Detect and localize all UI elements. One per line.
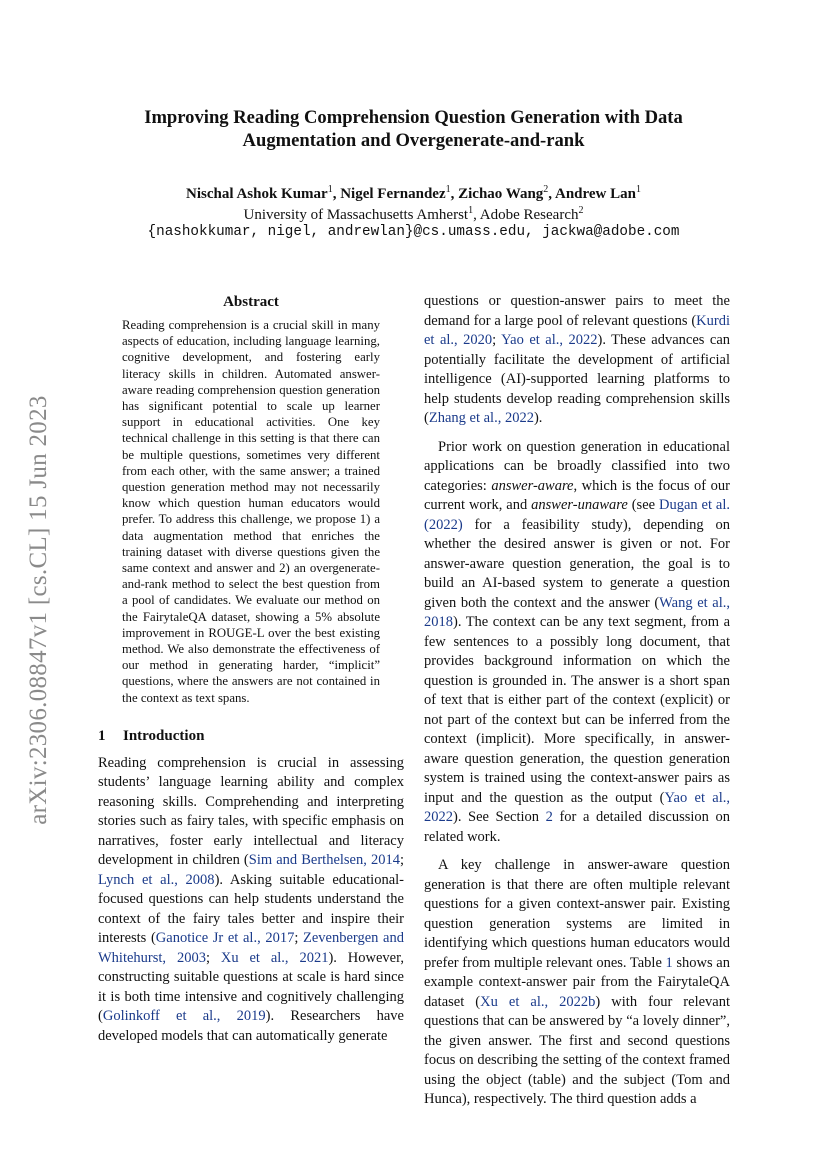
citation-link[interactable]: Xu et al., 2021: [220, 949, 329, 966]
abstract-text: Reading comprehension is a crucial skill in many aspects of education, including language learning, cognitive development, and fostering early literacy skills in children. Automated answer-aware reading comprehension question generation has significant potential to scale up learner support in educational activities. One key technical challenge in this setting is that there can be multiple questions, sometimes very different from each other, with the same answer; a trained question generation method may not necessarily know which question human educators would prefer. To address this challenge, we propose 1) a data augmentation method that enriches the training dataset with diverse questions given the same context and answer and 2) an overgenerate-and-rank method to select the best question from a pool of candidates. We evaluate our method on the FairytaleQA dataset, showing a 5% absolute improvement in ROUGE-L over the best existing method. We also demonstrate the effectiveness of our method in generating harder, “implicit” questions, where the answers are not contained in the context as text spans.: [122, 318, 380, 705]
affiliations: University of Massachusetts Amherst$^1$, Adobe Research$^2$: [243, 205, 584, 223]
citation-link[interactable]: Sim and Berthelsen, 2014: [248, 852, 400, 869]
author-name: Andrew Lan: [554, 186, 636, 202]
text-run: (see: [627, 497, 659, 513]
abstract-heading: Abstract: [223, 294, 279, 310]
affiliation-2: Adobe Research: [479, 207, 579, 223]
citation-link[interactable]: Yao et al., 2022: [501, 332, 598, 348]
emphasis-term: answer-unaware: [531, 497, 628, 513]
intro-paragraph-1: [98, 754, 404, 1047]
author-affil-mark: 2: [543, 184, 549, 195]
right-column: [424, 292, 730, 1110]
emphasis-term: answer-aware: [491, 477, 574, 494]
section-ref-link[interactable]: 2: [545, 809, 553, 825]
text-run: questions or question-answer pairs to meet the demand for a large pool of relevant questions (: [424, 293, 730, 329]
citation-link[interactable]: Xu et al., 2022b: [480, 993, 596, 1010]
section-title: Introduction: [123, 727, 205, 744]
left-column: [98, 294, 404, 1046]
text-run: ). See Section: [453, 809, 546, 825]
text-run: ;: [399, 852, 404, 869]
text-run: Reading comprehension is crucial in assessing students’ language learning ability and complex reasoning skills. Comprehending and interpreting stories such as fairy tales, with specific emphasis on narratives, foster early intellectual and literacy development in children (: [98, 754, 404, 869]
author-affil-mark: 1: [445, 184, 451, 195]
text-run: ;: [492, 332, 502, 348]
author-name: Nigel Fernandez: [340, 186, 446, 202]
citation-link[interactable]: Wang et al., 2018: [424, 594, 731, 630]
title-line-2: Augmentation and Overgenerate-and-rank: [242, 130, 585, 151]
text-run: for a feasibility study), depending on whether the desired answer is given or not. For answer-aware question generation, the goal is to build an AI-based system to generate a question given both the context and the answer (: [424, 516, 730, 611]
intro-paragraph-3: [424, 438, 730, 848]
citation-link[interactable]: Zhang et al., 2022: [428, 410, 534, 426]
author-list: Nischal Ashok Kumar$^1$, Nigel Fernandez$^1$, Zichao Wang$^2$, Andrew Lan$^1$: [186, 184, 641, 202]
citation-link[interactable]: Zevenbergen and Whitehurst, 2003: [98, 930, 404, 966]
text-run: ). However, constructing suitable questions at scale is hard since it is both time intensive and cognitively challenging (: [98, 949, 404, 1025]
intro-paragraph-2: [424, 292, 730, 429]
intro-paragraph-4: [424, 856, 730, 1110]
citation-link[interactable]: Golinkoff et al., 2019: [102, 1008, 266, 1025]
citation-link[interactable]: Yao et al., 2022: [424, 789, 730, 825]
affil-mark: 1: [468, 205, 474, 216]
citation-link[interactable]: Lynch et al., 2008: [98, 871, 215, 888]
section-number: 1: [98, 727, 106, 744]
text-run: ). The context can be any text segment, from a few sentences to a possibly long document, that provides background information on which the question is grounded in. The answer is a short span of text that is either part of the context (explicit) or not part of the context but can be inferred from the context (implicit). More specifically, in answer-aware question generation, the question generation system is trained using the context-answer pairs as input and the question as the output (: [424, 614, 730, 806]
author-name: Nischal Ashok Kumar: [186, 186, 328, 202]
affiliation-1: University of Massachusetts Amherst: [243, 207, 469, 223]
author-affil-mark: 1: [635, 184, 641, 195]
section-heading-introduction: [98, 728, 404, 745]
citation-link[interactable]: Ganotice Jr et al., 2017: [155, 930, 295, 947]
text-run: Prior work on question generation in educational applications can be broadly classified into two categories:: [424, 438, 730, 494]
text-run: A key challenge in answer-aware question generation is that there are often multiple relevant questions for a given context-answer pair. Existing question generation systems are limited in identifying which questions human educators would prefer from multiple relevant ones. Table: [424, 857, 730, 971]
affil-mark: 2: [578, 205, 584, 216]
text-run: ). Researchers have developed models that can automatically generate: [98, 1008, 404, 1044]
citation-link[interactable]: Dugan et al. (2022): [424, 497, 731, 533]
text-run: for a detailed discussion on related work.: [424, 809, 730, 845]
text-run: , which is the focus of our current work, and: [424, 477, 730, 513]
table-ref-link[interactable]: 1: [665, 954, 673, 971]
text-run: ;: [294, 930, 303, 947]
text-run: ;: [205, 949, 221, 966]
author-affil-mark: 1: [327, 184, 333, 195]
author-name: Zichao Wang: [458, 186, 544, 202]
title-line-1: Improving Reading Comprehension Question Generation with Data: [144, 107, 683, 128]
citation-link[interactable]: Kurdi et al., 2020: [424, 312, 730, 348]
text-run: shows an example context-answer pair from the FairytaleQA dataset (: [424, 954, 730, 1010]
text-run: ). These advances can potentially facilitate the development of artificial intelligence (AI)-supported learning platforms to help students develop reading comprehension skills (: [424, 332, 731, 426]
author-emails: {nashokkumar, nigel, andrewlan}@cs.umass.edu, jackwa@adobe.com: [147, 224, 680, 240]
text-run: ) with four relevant questions that can be answered by “a lovely dinner”, the given answer. The first and second questions focus on describing the setting of the context framed using the object (table) and the subject (Tom and Hunca), respectively. The third question adds a: [424, 993, 730, 1107]
arxiv-identifier: arXiv:2306.08847v1 [cs.CL] 15 Jun 2023: [25, 395, 52, 825]
text-run: ). Asking suitable educational-focused questions can help students understand the context of the fairy tales better and inspire their interests (: [98, 871, 404, 947]
arxiv-sidebar: [14, 360, 64, 860]
text-run: ).: [533, 410, 543, 426]
paper-title: [100, 106, 727, 152]
